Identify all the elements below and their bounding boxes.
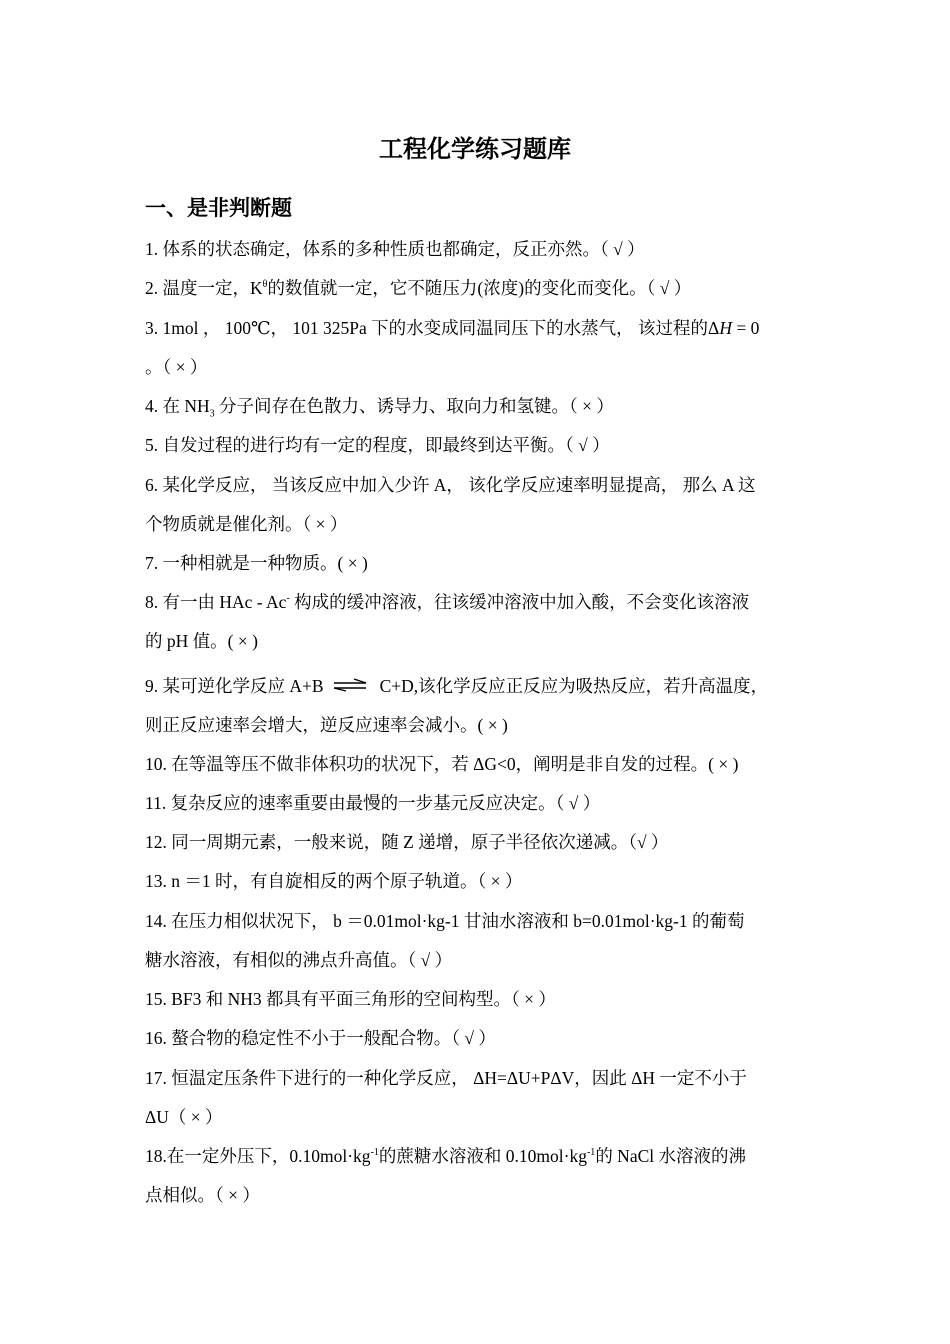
question-6: 6. 某化学反应， 当该反应中加入少许 A， 该化学反应速率明显提高， 那么 A 这 bbox=[145, 475, 756, 495]
question-14: 14. 在压力相似状况下， b ＝0.01mol·kg-1 甘油水溶液和 b=0.01mol·kg-1 的葡萄 bbox=[145, 911, 745, 931]
question-6-continued: 个物质就是催化剂。（ × ） bbox=[145, 514, 348, 534]
section-heading: 一、是非判断题 bbox=[145, 196, 292, 220]
question-12: 12. 同一周期元素，一般来说，随 Z 递增，原子半径依次递减。（√ ） bbox=[145, 832, 669, 852]
question-10: 10. 在等温等压不做非体积功的状况下，若 ΔG<0，阐明是非自发的过程。( × ) bbox=[145, 754, 739, 774]
equilibrium-arrow-icon bbox=[332, 678, 368, 692]
question-7: 7. 一种相就是一种物质。( × ) bbox=[145, 553, 368, 573]
question-4: 4. 在 $NH_3$ 分子间存在色散力、诱导力、取向力和氢键。（ × ） bbox=[145, 396, 614, 420]
question-8-continued: 的 pH 值。( × ) bbox=[145, 631, 258, 651]
question-9: 9. 某可逆化学反应 A+B C+D,该化学反应正反应为吸热反应，若升高温度， bbox=[145, 676, 769, 696]
question-17-continued: ΔU（ × ） bbox=[145, 1107, 223, 1127]
question-1: 1. 体系的状态确定，体系的多种性质也都确定，反正亦然。（ √ ） bbox=[145, 239, 645, 259]
question-15: 15. BF3 和 NH3 都具有平面三角形的空间构型。（ × ） bbox=[145, 989, 556, 1009]
question-13: 13. n ＝1 时，有自旋相反的两个原子轨道。（ × ） bbox=[145, 871, 523, 891]
question-3-continued: 。（ × ） bbox=[145, 357, 208, 377]
question-14-continued: 糖水溶液，有相似的沸点升高值。（ √ ） bbox=[145, 950, 453, 970]
question-3: 3. 1mol ， 100℃， 101 325Pa 下的水变成同温同压下的水蒸气， 该过程的ΔH = 0 bbox=[145, 318, 760, 338]
question-9-continued: 则正反应速率会增大，逆反应速率会减小。( × ) bbox=[145, 715, 508, 735]
question-11: 11. 复杂反应的速率重要由最慢的一步基元反应决定。（ √ ） bbox=[145, 793, 601, 813]
question-2: 2. 温度一定，$K^\theta$的数值就一定，它不随压力(浓度)的变化而变化。（ √ ） bbox=[145, 278, 692, 298]
question-5: 5. 自发过程的进行均有一定的程度，即最终到达平衡。（ √ ） bbox=[145, 435, 610, 455]
question-8: 8. 有一由 HAc - Ac- 构成的缓冲溶液，往该缓冲溶液中加入酸，不会变化该溶液 bbox=[145, 592, 750, 612]
question-17: 17. 恒温定压条件下进行的一种化学反应， ΔH=ΔU+PΔV，因此 ΔH 一定不小于 bbox=[145, 1068, 747, 1088]
question-18: 18.在一定外压下，$0.10mol\cdot kg^{-1}$的蔗糖水溶液和 $0.10mol\cdot kg^{-1}$的 NaCl 水溶液的沸 bbox=[145, 1146, 747, 1166]
page-title: 工程化学练习题库 bbox=[379, 137, 571, 163]
question-16: 16. 螯合物的稳定性不小于一般配合物。（ √ ） bbox=[145, 1028, 496, 1048]
question-18-continued: 点相似。（ × ） bbox=[145, 1185, 260, 1205]
